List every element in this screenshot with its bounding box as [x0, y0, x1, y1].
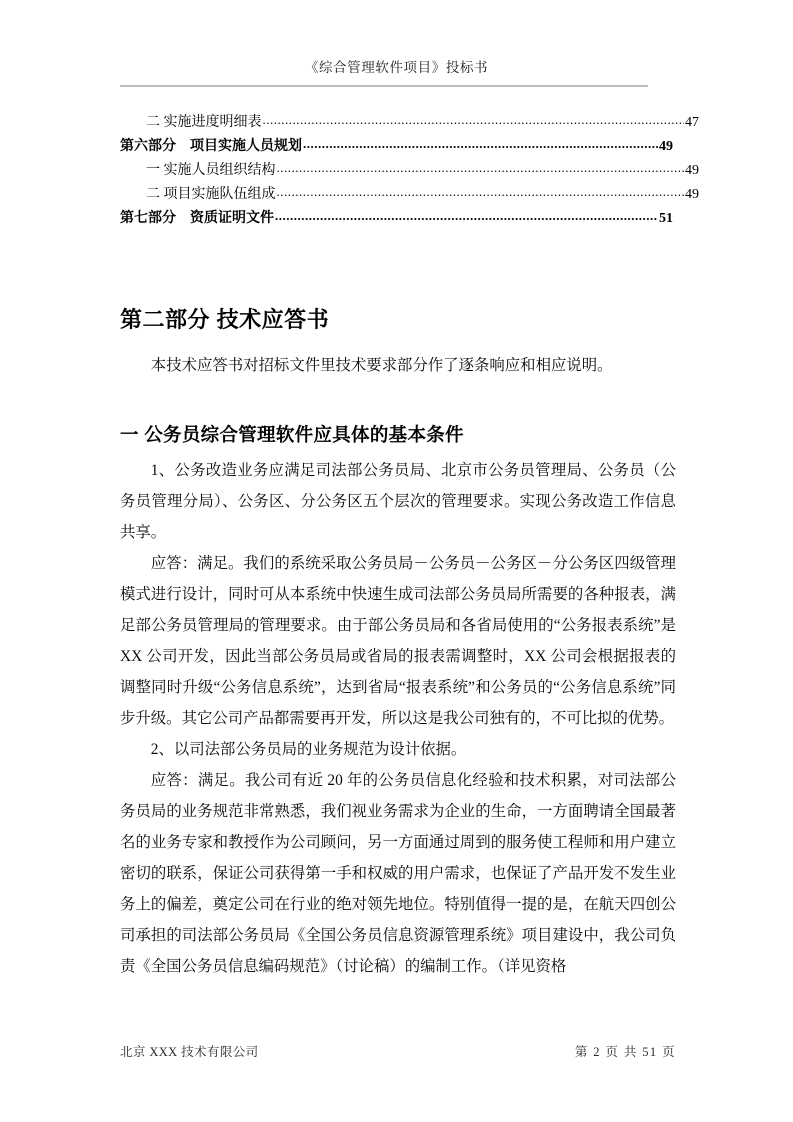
toc-entry-page: 47: [685, 115, 699, 130]
page-footer: [120, 1042, 676, 1060]
toc-entry[interactable]: [120, 158, 699, 182]
toc-entry[interactable]: [120, 134, 673, 158]
toc-leader-dots: [263, 108, 685, 131]
running-header: [0, 56, 793, 77]
toc-entry-label: 二 实施进度明细表: [146, 115, 262, 130]
toc-entry-label: 第七部分 资质证明文件: [120, 211, 274, 226]
toc-leader-dots: [277, 180, 685, 203]
toc-entry-page: 49: [685, 187, 699, 202]
body-paragraph: 2、以司法部公务员局的业务规范为设计依据。: [150, 741, 467, 758]
toc-entry-label: 第六部分 项目实施人员规划: [120, 139, 302, 154]
intro-paragraph: 本技术应答书对招标文件里技术要求部分作了逐条响应和相应说明。: [150, 357, 613, 374]
section-heading: 一 公务员综合管理软件应具体的基本条件: [120, 424, 464, 446]
footer-company: 北京 XXX 技术有限公司: [120, 1045, 259, 1059]
toc-leader-dots: [275, 204, 658, 227]
toc-entry-label: 二 项目实施队伍组成: [146, 187, 276, 202]
body-paragraph: 应答：满足。我们的系统采取公务员局－公务员－公务区－分公务区四级管理模式进行设计，同时可从本系统中快速生成司法部公务员局所需要的各种报表，满足部公务员管理局的管理要求。由于部公务员局和各省局使用的“公务报表系统”是 XX 公司开发，因此当部公务员局或省局的报表需调整时，XX 公司会根据报表的调整同时升级“公务信息系统”，达到省局“报表系统”和公务员的“公务信息系统”同步升级。其它公司产品都需要再开发，所以这是我公司独有的，不可比拟的优势。: [120, 555, 676, 727]
toc-leader-dots: [303, 132, 658, 155]
header-divider: [120, 85, 648, 87]
toc-entry[interactable]: [120, 110, 699, 134]
footer-page-number: 第 2 页 共 51 页: [574, 1045, 676, 1059]
toc-entry[interactable]: [120, 206, 673, 230]
body-paragraph: 1、公务改造业务应满足司法部公务员局、北京市公务员管理局、公务员（公务员管理分局）、公务区、分公务区五个层次的管理要求。实现公务改造工作信息共享。: [120, 462, 676, 541]
header-title: 《综合管理软件项目》投标书: [304, 60, 489, 75]
page-title: 第二部分 技术应答书: [120, 306, 330, 332]
table-of-contents: [120, 110, 699, 230]
toc-entry-page: 49: [659, 139, 673, 154]
toc-entry-label: 一 实施人员组织结构: [146, 163, 276, 178]
toc-entry[interactable]: [120, 182, 699, 206]
intro-block: [120, 350, 676, 381]
body-paragraph: 应答：满足。我公司有近 20 年的公务员信息化经验和技术积累，对司法部公务员局的业务规范非常熟悉，我们视业务需求为企业的生命，一方面聘请全国最著名的业务专家和教授作为公司顾问，另一方面通过周到的服务使工程师和用户建立密切的联系，保证公司获得第一手和权威的用户需求，也保证了产品开发不发生业务上的偏差，奠定公司在行业的绝对领先地位。特别值得一提的是，在航天四创公司承担的司法部公务员局《全国公务员信息资源管理系统》项目建设中，我公司负责《全国公务员信息编码规范》（讨论稿）的编制工作。（详见资格: [120, 772, 676, 975]
toc-entry-page: 51: [659, 211, 673, 226]
toc-entry-page: 49: [685, 163, 699, 178]
toc-leader-dots: [277, 156, 685, 179]
body-content: [120, 455, 676, 982]
